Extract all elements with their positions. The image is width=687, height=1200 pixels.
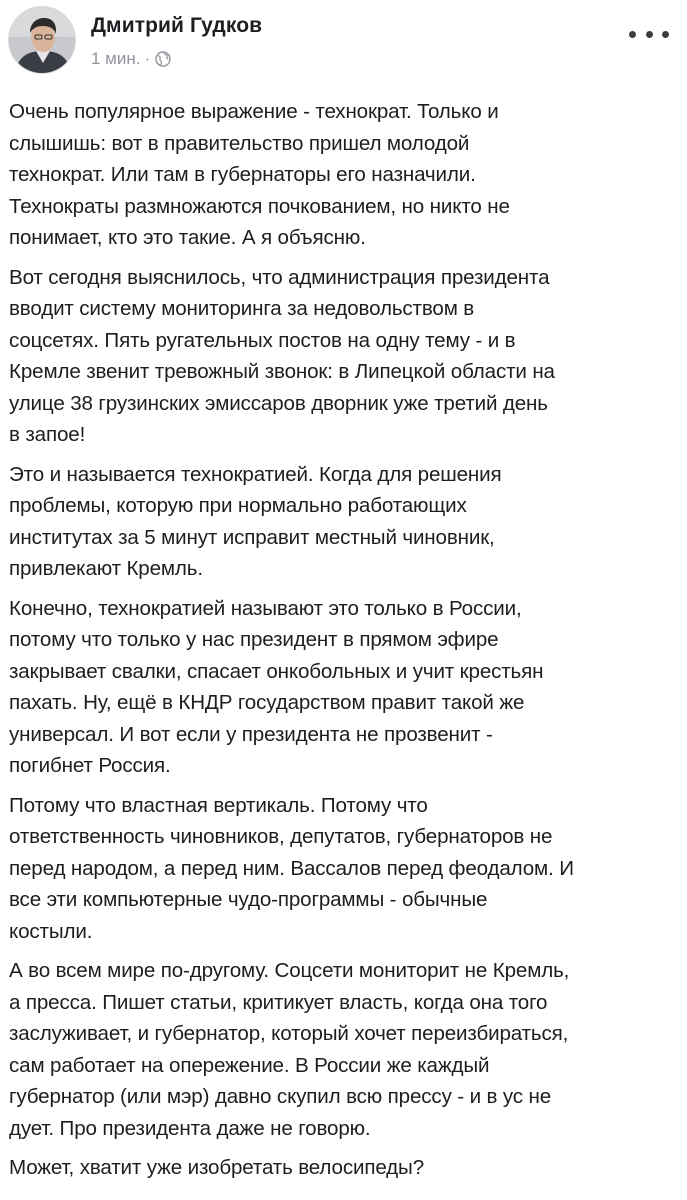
globe-icon[interactable] (155, 51, 171, 67)
author-name[interactable]: Дмитрий Гудков (91, 14, 263, 37)
paragraph-5: Потому что властная вертикаль. Потому что ответственность чиновников, депутатов, губернаторов не перед народом, а перед ним. Вассалов перед феодалом. И все эти компьютерные чудо-программы - обычные костыли. (9, 793, 574, 943)
ellipsis-icon (629, 31, 636, 38)
person-photo-icon (9, 7, 76, 74)
avatar[interactable] (8, 6, 76, 74)
post-header (0, 0, 687, 90)
paragraph-6: А во всем мире по-другому. Соцсети мониторит не Кремль, а пресса. Пишет статьи, критикует власть, когда она того заслуживает, и губернатор, который хочет переизбираться, сам работает на опережение. В России же каждый губернатор (или мэр) давно скупил всю прессу - и в ус не дует. Про президента даже не говорю. (9, 959, 570, 1140)
post-text (9, 96, 681, 1192)
post-meta (91, 47, 171, 71)
paragraph-4: Конечно, технократией называют это только в России, потому что только у нас президент в прямом эфире закрывает свалки, спасает онкобольных и учит крестьян пахать. Ну, ещё в КНДР государством правит такой же универсал. И вот если у президента не прозвенит - погибнет Россия. (9, 596, 544, 777)
paragraph-3: Это и называется технократией. Когда для решения проблемы, которую при нормально работающих институтах за 5 минут исправит местный чиновник, привлекают Кремль. (9, 462, 502, 580)
meta-separator: · (144, 49, 151, 68)
paragraph-1: Очень популярное выражение - технократ. Только и слышишь: вот в правительство пришел молодой технократ. Или там в губернаторы его назначили. Технократы размножаются почкованием, но никто не понимает, кто это такие. А я объясню. (9, 100, 510, 249)
ellipsis-icon-dot-2 (646, 31, 653, 38)
paragraph-2: Вот сегодня выяснилось, что администрация президента вводит систему мониторинга за недовольством в соцсетях. Пять ругательных постов на одну тему - и в Кремле звенит тревожный звонок: в Липецкой области на улице 38 грузинских эмиссаров дворник уже третий день в запое! (9, 265, 555, 446)
more-options-button[interactable] (629, 20, 669, 48)
ellipsis-icon-dot-3 (662, 31, 669, 38)
paragraph-7: Может, хватит уже изобретать велосипеды? (9, 1156, 424, 1179)
post-timestamp[interactable]: 1 мин. (91, 49, 141, 68)
